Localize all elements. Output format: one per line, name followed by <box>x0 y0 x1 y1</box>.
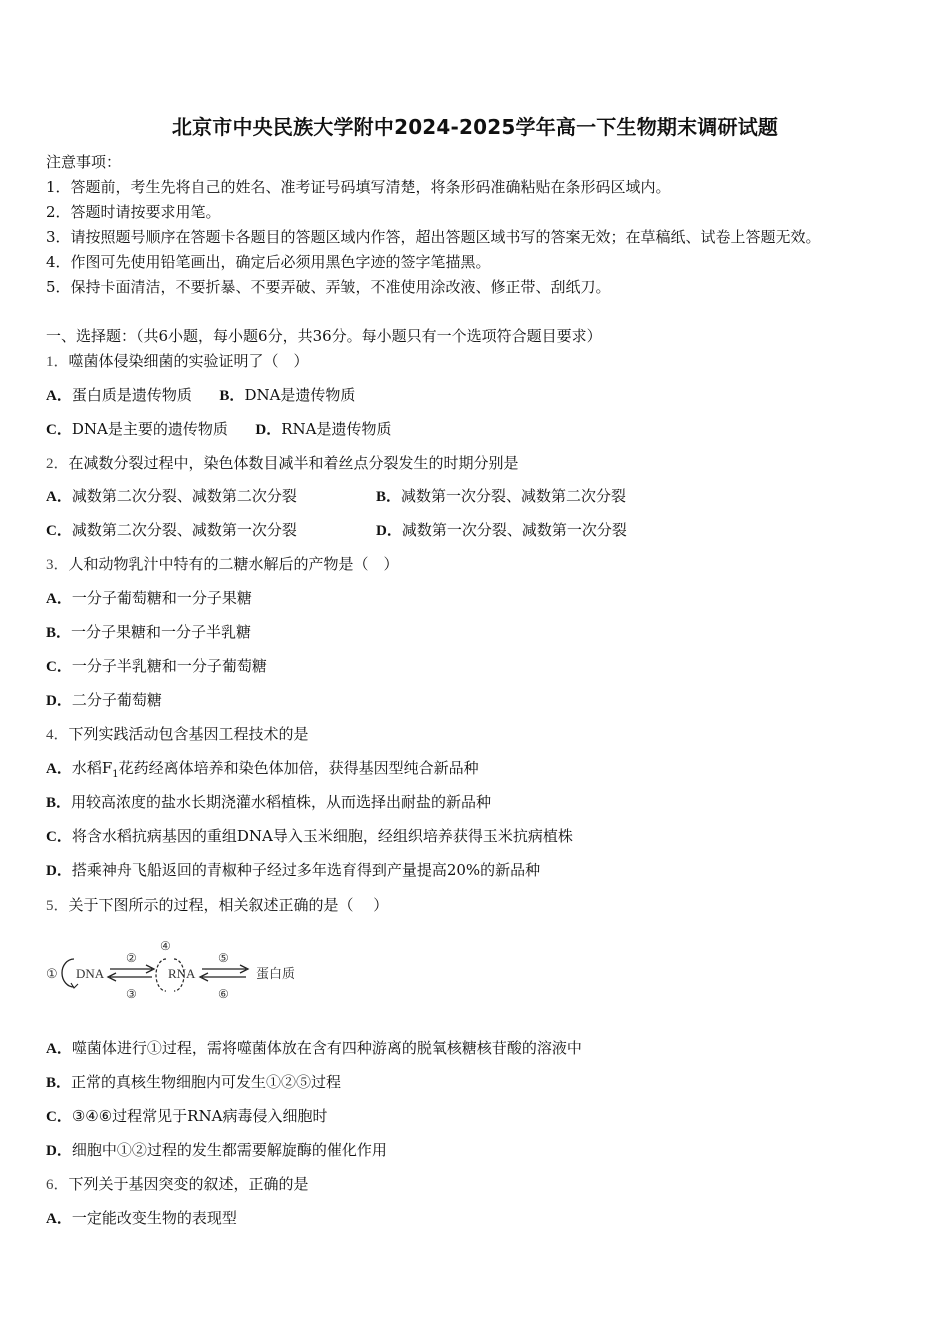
note-item: 4．作图可先使用铅笔画出，确定后必须用黑色字迹的签字笔描黑。 <box>46 253 491 271</box>
replication-loop <box>62 959 74 987</box>
question-1-options-row-2 <box>46 419 392 440</box>
label-4: ④ <box>160 939 171 953</box>
option-c[interactable]: C．减数第二次分裂、减数第一次分裂 <box>46 521 297 539</box>
notes-heading: 注意事项： <box>46 153 122 171</box>
question-4-stem <box>46 724 309 745</box>
question-number: 5． <box>46 898 69 914</box>
question-number: 4． <box>46 727 69 743</box>
dna-label: DNA <box>76 966 105 981</box>
option-d[interactable]: D．细胞中①②过程的发生都需要解旋酶的催化作用 <box>46 1141 387 1159</box>
central-dogma-diagram <box>40 933 310 1005</box>
question-3-stem <box>46 554 399 575</box>
option-a[interactable]: A．噬菌体进行①过程，需将噬菌体放在含有四种游离的脱氧核糖核苷酸的溶液中 <box>46 1039 582 1057</box>
question-number: 6． <box>46 1177 69 1193</box>
label-6: ⑥ <box>218 987 229 1001</box>
label-3: ③ <box>126 987 137 1001</box>
option-c[interactable]: C．③④⑥过程常见于RNA病毒侵入细胞时 <box>46 1107 328 1125</box>
option-d[interactable]: D．二分子葡萄糖 <box>46 691 162 709</box>
label-5: ⑤ <box>218 951 229 965</box>
question-text: 下列实践活动包含基因工程技术的是 <box>68 725 309 743</box>
question-text: 下列关于基因突变的叙述，正确的是 <box>68 1175 309 1193</box>
question-text: 噬菌体侵染细菌的实验证明了（ ） <box>68 352 309 370</box>
question-5-stem <box>46 895 388 916</box>
option-c[interactable]: C．将含水稻抗病基因的重组DNA导入玉米细胞，经组织培养获得玉米抗病植株 <box>46 827 573 845</box>
option-b[interactable]: B．减数第一次分裂、减数第二次分裂 <box>376 487 627 505</box>
protein-label: 蛋白质 <box>256 966 296 981</box>
rna-replication-loop-left <box>156 959 166 991</box>
option-d[interactable]: D．RNA是遗传物质 <box>255 420 392 438</box>
question-number: 1． <box>46 354 69 370</box>
label-2: ② <box>126 951 137 965</box>
page-title: 北京市中央民族大学附中2024-2025学年高一下生物期末调研试题 <box>171 115 779 139</box>
option-a[interactable]: A．一分子葡萄糖和一分子果糖 <box>46 589 252 607</box>
question-number: 3． <box>46 557 69 573</box>
option-a[interactable]: A．蛋白质是遗传物质 <box>46 386 192 404</box>
question-text: 关于下图所示的过程，相关叙述正确的是（ ） <box>68 896 389 914</box>
section-heading: 一、选择题：（共6小题，每小题6分，共36分。每小题只有一个选项符合题目要求） <box>46 327 602 345</box>
question-2-stem <box>46 453 519 474</box>
option-a[interactable]: A．水稻$F_1$花药经离体培养和染色体加倍，获得基因型纯合新品种 <box>46 759 479 780</box>
option-c[interactable]: C．DNA是主要的遗传物质 <box>46 420 228 438</box>
question-1-options-row-1 <box>46 385 355 406</box>
rna-label: RNA <box>168 966 196 981</box>
label-1: ① <box>46 966 58 981</box>
option-a[interactable]: A．减数第二次分裂、减数第二次分裂 <box>46 487 297 505</box>
question-1-stem <box>46 351 309 372</box>
question-number: 2． <box>46 456 69 472</box>
note-item: 3．请按照题号顺序在答题卡各题目的答题区域内作答，超出答题区域书写的答案无效；在草稿纸、试卷上答题无效。 <box>46 228 821 246</box>
question-6-stem <box>46 1174 309 1195</box>
option-b[interactable]: B．DNA是遗传物质 <box>219 386 356 404</box>
option-b[interactable]: B．一分子果糖和一分子半乳糖 <box>46 623 252 641</box>
note-item: 2．答题时请按要求用笔。 <box>46 203 221 221</box>
note-item: 1．答题前，考生先将自己的姓名、准考证号码填写清楚，将条形码准确粘贴在条形码区域内。 <box>46 178 671 196</box>
note-item: 5．保持卡面清洁，不要折暴、不要弄破、弄皱，不准使用涂改液、修正带、刮纸刀。 <box>46 278 611 296</box>
option-b[interactable]: B．用较高浓度的盐水长期浇灌水稻植株，从而选择出耐盐的新品种 <box>46 793 492 811</box>
question-text: 人和动物乳汁中特有的二糖水解后的产物是（ ） <box>68 555 399 573</box>
option-a[interactable]: A．一定能改变生物的表现型 <box>46 1209 237 1227</box>
question-text: 在减数分裂过程中，染色体数目减半和着丝点分裂发生的时期分别是 <box>68 454 519 472</box>
option-d[interactable]: D．减数第一次分裂、减数第一次分裂 <box>376 521 627 539</box>
option-d[interactable]: D．搭乘神舟飞船返回的青椒种子经过多年选育得到产量提高20%的新品种 <box>46 861 541 879</box>
option-c[interactable]: C．一分子半乳糖和一分子葡萄糖 <box>46 657 267 675</box>
option-b[interactable]: B．正常的真核生物细胞内可发生①②⑤过程 <box>46 1073 342 1091</box>
